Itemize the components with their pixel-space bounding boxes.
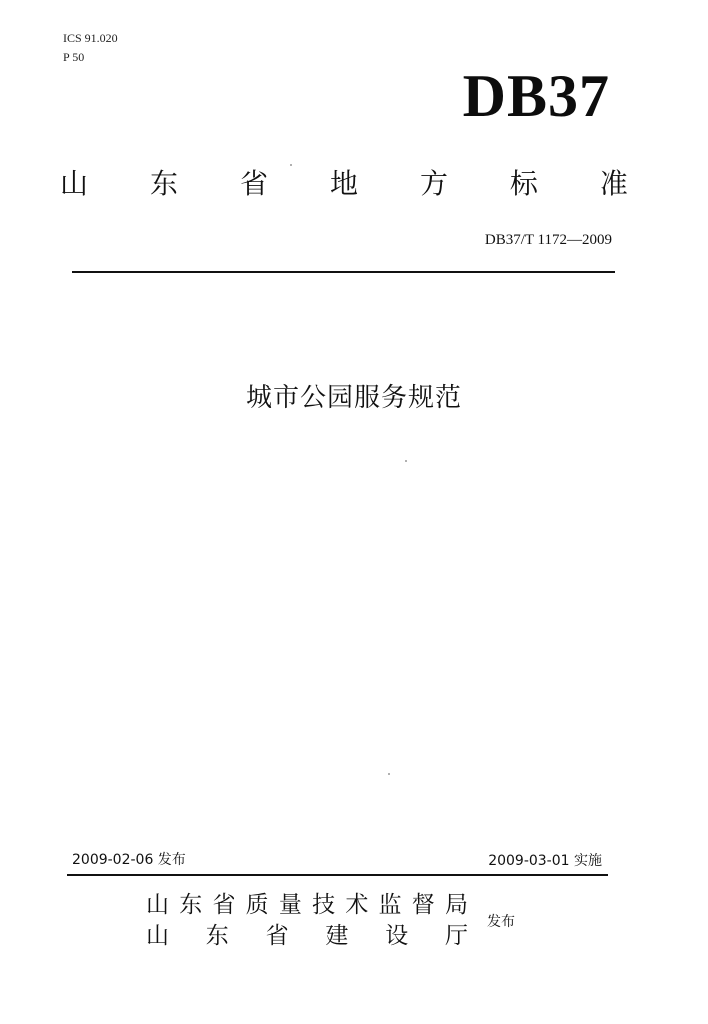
issuer-char: 质 xyxy=(245,892,269,918)
issuer-char: 东 xyxy=(205,923,229,949)
issue-date: 2009-02-06 发布 xyxy=(72,852,186,868)
issuer-char: 东 xyxy=(179,892,203,918)
issuer-char: 厅 xyxy=(444,923,468,949)
bottom-divider xyxy=(67,874,608,876)
issuer-char: 监 xyxy=(378,892,402,918)
scan-speck xyxy=(388,773,390,775)
standard-type-char: 方 xyxy=(419,167,448,200)
issuer-char: 设 xyxy=(385,923,409,949)
issuer-char: 省 xyxy=(265,923,289,949)
standard-type-char: 标 xyxy=(509,167,538,200)
standard-type-char: 山 xyxy=(60,167,89,200)
issuer-char: 技 xyxy=(312,892,336,918)
ccs-code: P 50 xyxy=(63,50,85,64)
issuer-char: 山 xyxy=(146,892,169,918)
issuer-char: 建 xyxy=(325,923,349,949)
issuer-char: 局 xyxy=(444,892,468,918)
standard-type-char: 东 xyxy=(149,167,178,200)
issuer-char: 术 xyxy=(345,892,369,918)
scan-speck xyxy=(290,164,292,166)
issuer-construction-dept xyxy=(146,921,468,951)
db-standard-mark: DB37 xyxy=(462,63,610,129)
implementation-date: 2009-03-01 实施 xyxy=(488,853,602,869)
top-divider xyxy=(72,271,615,273)
issuer-char: 督 xyxy=(411,892,435,918)
issuer-quality-bureau xyxy=(146,890,468,920)
standard-type-char: 准 xyxy=(599,167,628,200)
ics-code: ICS 91.020 xyxy=(63,31,118,45)
standard-number: DB37/T 1172—2009 xyxy=(484,232,612,248)
issuer-char: 量 xyxy=(278,892,302,918)
issuer-char: 山 xyxy=(146,923,169,949)
document-title: 城市公园服务规范 xyxy=(245,383,462,413)
standard-type-heading xyxy=(60,164,628,204)
publish-label: 发布 xyxy=(487,914,515,930)
standard-type-char: 地 xyxy=(329,167,358,200)
issuer-char: 省 xyxy=(212,892,236,918)
scan-speck xyxy=(405,460,407,462)
standard-type-char: 省 xyxy=(239,167,268,200)
